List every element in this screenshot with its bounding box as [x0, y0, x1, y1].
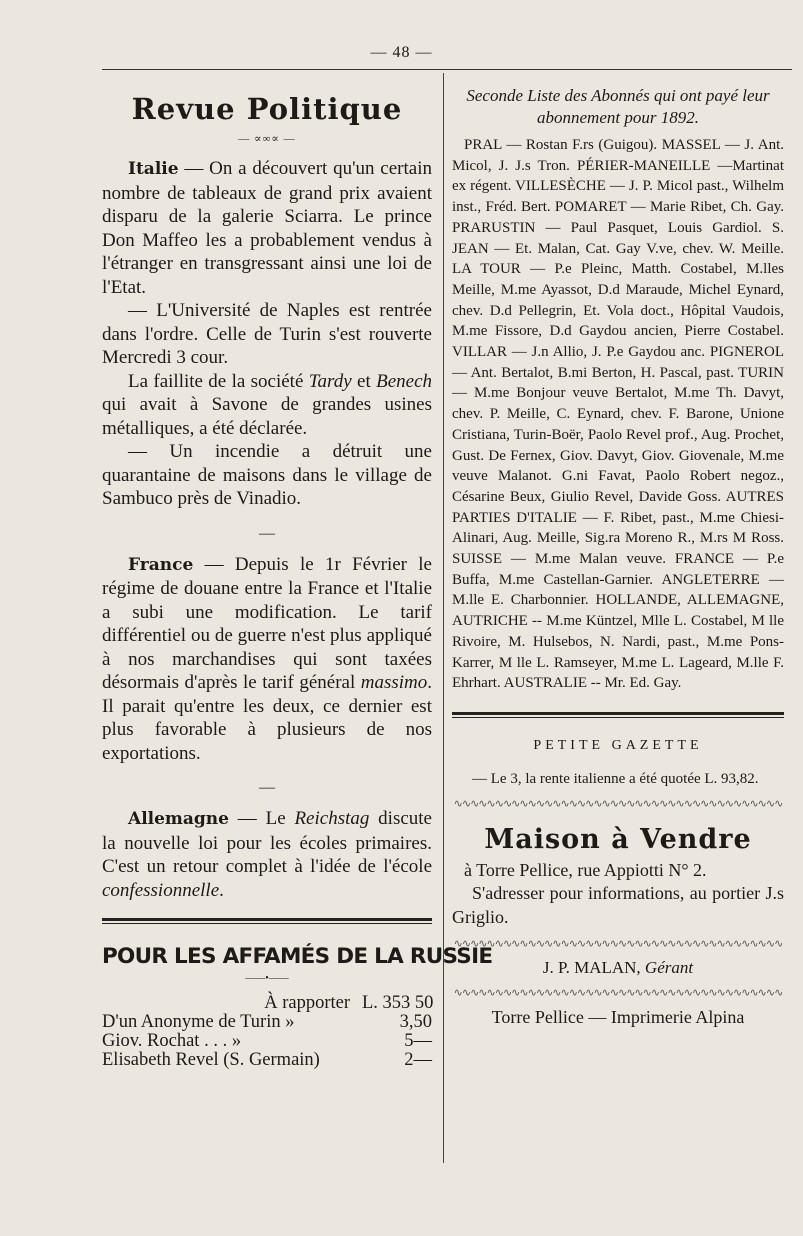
naples-paragraph: — L'Université de Naples est rentrée dans l'ordre. Celle de Turin s'est rouverte Mercredi 3 cour.	[102, 300, 432, 368]
ledger-row	[102, 1013, 432, 1032]
ledger-label: Elisabeth Revel (S. Germain)	[102, 1050, 320, 1070]
italie-heading: Italie	[128, 159, 179, 179]
maison-title: Maison à Vendre	[484, 823, 752, 855]
ledger-amount: 5—	[404, 1031, 432, 1051]
allemagne-heading: Allemagne	[128, 809, 229, 829]
allemagne-text-c: .	[219, 879, 224, 901]
faillite-text-c: qui avait à Savone de grandes usines métalliques, a été déclarée.	[102, 394, 432, 439]
france-heading: France	[128, 554, 194, 575]
confessionnelle-word: confessionnelle	[102, 879, 220, 901]
ledger-amount: 2—	[404, 1050, 432, 1070]
imprimerie-line: Torre Pellice — Imprimerie Alpina	[491, 1007, 745, 1028]
faillite-text-a: La faillite de la société	[128, 370, 309, 392]
allemagne-text-a: — Le	[229, 808, 295, 829]
incendie-paragraph: — Un incendie a détruit une quarantaine de maisons dans le village de Sambuco près de Vinadio.	[102, 441, 432, 509]
double-rule-thin	[102, 923, 432, 924]
france-text-b: . Il parait qu'entre les deux, ce dernier est plus favorable à plusieurs de nos exportations.	[102, 672, 432, 764]
gerant-name: J. P. MALAN,	[542, 958, 641, 978]
title-ornament: — ∝∞∝ —	[238, 133, 296, 145]
abonnes-list: PRAL — Rostan F.rs (Guigou). MASSEL — J. Ant. Micol, J. J.s Tron. PÉRIER-MANEILLE —Martinat ex régent. VILLESÈCHE — J. P. Micol past., Wilhelm inst., Fréd. Bert. POMARET — Marie Ribet, Ch. Gay. PRARUSTIN — Paul Pasquet, Louis Gardiol. S. JEAN — Et. Malan, Cat. Gay V.ve, chev. W. Meille. LA TOUR — P.e Pleinc, Matth. Costabel, M.lles Meille, M.me Ayassot, D.d Maraude, Michel Eynard, chev. D.d Pellegrin, Et. Vola doct., Hôpital Vaudois, M.me Fissore, D.d Gaydou ancien, Pierre Costabel. VILLAR — J.n Allio, J. P.e Gaydou anc. PIGNEROL — Ant. Bertalot, B.mi Berton, H. Pascal, past. TURIN — M.me Bonjour veuve Bertalot, M.me Th. Davyt, chev. P. Meille, C. Eynard, chev. F. Barone, Unione Cristiana, Turin-Boër, Paolo Revel prof., Aug. Prochet, Gust. De Fernex, Giov. Davyt, Giov. Giovenale, M.me veuve Malanot. G.ni Favat, Paolo Robert negoz., Césarine Beux, Giulio Revel, Davide Goss. AUTRES PARTIES D'ITALIE — F. Ribet, past., M.me Chiesi-Alinari, Aug. Meille, Sig.ra Moreno R., M.rs M Ross. SUISSE — M.me Malan veuve. FRANCE — P.e Buffa, M.me Castellan-Garnier. ANGLETERRE — M.lle E. Charbonnier. HOLLANDE, ALLEMAGNE, AUTRICHE -- M.me Küntzel, Mlle L. Costabel, M lle Rivoire, M. Hulsebos, N. Nardi, past., M.me Pons-Karrer, M lle L. Ramseyer, M.me L. Lageard, M.lle F. Ehrhart. AUSTRALIE -- Mr. Ed. Gay.	[452, 137, 784, 692]
ledger-amount: 3,50	[399, 1012, 432, 1032]
italie-paragraph	[102, 157, 432, 299]
double-rule-thick	[102, 918, 432, 921]
tardy-name: Tardy	[308, 370, 352, 392]
page-number: — 48 —	[370, 44, 433, 61]
abonnes-title: Seconde Liste des Abonnés qui ont payé leur abonnement pour 1892.	[466, 86, 770, 127]
section-separator: —	[259, 779, 275, 796]
ledger-label: À rapporter	[264, 993, 350, 1013]
gazette-text: — Le 3, la rente italienne a été quotée L. 93,82.	[472, 770, 759, 787]
affames-title: POUR LES AFFAMÉS DE LA RUSSIE	[102, 944, 493, 969]
gerant-line	[452, 958, 784, 978]
top-rule	[102, 69, 792, 70]
column-divider	[443, 73, 444, 1163]
france-paragraph	[102, 553, 432, 766]
ledger-row	[102, 994, 432, 1013]
faillite-paragraph	[102, 370, 432, 441]
massimo-word: massimo	[360, 672, 428, 693]
maison-address: à Torre Pellice, rue Appiotti N° 2.	[464, 859, 707, 880]
right-column	[452, 85, 784, 1028]
reichstag-word: Reichstag	[294, 808, 370, 829]
benech-name: Benech	[376, 370, 432, 392]
revue-politique-title: Revue Politique	[131, 92, 403, 126]
italie-text: — On a découvert qu'un certain nombre de tableaux de grand prix avaient disparu de la galerie Sciarra. Le prince Don Maffeo les a probablement vendus à l'étranger en transgressant ainsi une loi de l'Etat.	[102, 158, 432, 298]
ledger-label: Giov. Rochat . . . »	[102, 1031, 242, 1051]
allemagne-paragraph	[102, 807, 432, 902]
ledger-row	[102, 1051, 432, 1070]
wavy-divider: ∿∿∿∿∿∿∿∿∿∿∿∿∿∿∿∿∿∿∿∿∿∿∿∿∿∿∿∿∿∿∿∿∿∿∿∿∿∿∿∿	[453, 938, 783, 951]
allemagne-text-b: discute la nouvelle loi pour les écoles primaires. C'est un retour complet à l'idée de l'école	[102, 808, 432, 877]
gerant-role: Gérant	[644, 958, 694, 978]
faillite-text-b: et	[351, 370, 377, 392]
wavy-divider: ∿∿∿∿∿∿∿∿∿∿∿∿∿∿∿∿∿∿∿∿∿∿∿∿∿∿∿∿∿∿∿∿∿∿∿∿∿∿∿∿	[453, 797, 783, 810]
double-rule-thick	[452, 712, 784, 715]
ledger-row	[102, 1032, 432, 1051]
maison-contact: S'adresser pour informations, au portier J.s Griglio.	[452, 883, 784, 927]
double-rule-thin	[452, 717, 784, 718]
france-text-a: — Depuis le 1r Février le régime de douane entre la France et l'Italie a subi une modification. Le tarif différentiel ou de guerre n'est plus appliqué à nos marchandises qui sont taxées désormais d'après le tarif général	[102, 553, 432, 693]
ledger-label: D'un Anonyme de Turin »	[102, 1012, 295, 1032]
wavy-divider: ∿∿∿∿∿∿∿∿∿∿∿∿∿∿∿∿∿∿∿∿∿∿∿∿∿∿∿∿∿∿∿∿∿∿∿∿∿∿∿∿	[453, 987, 783, 1000]
ledger-amount: L. 353 50	[362, 993, 434, 1013]
donation-ledger	[102, 994, 432, 1070]
affames-ornament: ——•——	[245, 973, 289, 984]
left-column	[102, 80, 493, 1070]
petite-gazette-title: PETITE GAZETTE	[533, 737, 703, 753]
section-separator: —	[259, 524, 275, 542]
